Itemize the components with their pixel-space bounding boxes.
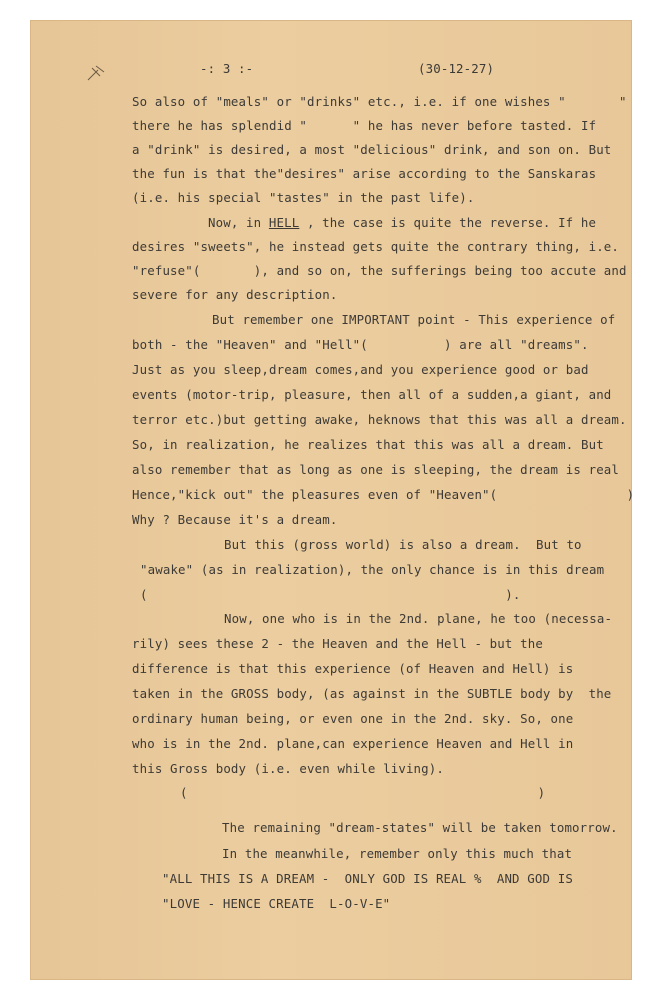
text-line: (i.e. his special "tastes" in the past life). [132,190,475,205]
text-line: ( ). [140,587,521,602]
text-line: "ALL THIS IS A DREAM - ONLY GOD IS REAL % AND GOD IS [162,871,573,886]
text-line: Hence,"kick out" the pleasures even of "Heaven"( ) [132,487,635,502]
text-line: difference is that this experience (of Heaven and Hell) is [132,661,574,676]
text-line: events (motor-trip, pleasure, then all of a sudden,a giant, and [132,387,612,402]
text-line: ordinary human being, or even one in the 2nd. sky. So, one [132,711,574,726]
text-line: also remember that as long as one is sleeping, the dream is real [132,462,620,477]
text-line: "LOVE - HENCE CREATE L-O-V-E" [162,896,391,911]
text-line: terror etc.)but getting awake, heknows that this was all a dream. [132,412,627,427]
page-number: -: 3 :- [200,61,254,76]
text-line: both - the "Heaven" and "Hell"( ) are all "dreams". [132,337,589,352]
typed-page [30,20,635,980]
text-line: this Gross body (i.e. even while living). [132,761,445,776]
text-line: Just as you sleep,dream comes,and you experience good or bad [132,362,589,377]
pencil-mark [86,64,108,82]
text-line: there he has splendid " " he has never before tasted. If [132,118,597,133]
text-line: the fun is that the"desires" arise according to the Sanskaras [132,166,597,181]
text-line: desires "sweets", he instead gets quite the contrary thing, i.e. [132,239,620,254]
text-line: Now, one who is in the 2nd. plane, he too (necessa- [224,611,613,626]
text-line: taken in the GROSS body, (as against in the SUBTLE body by the [132,686,612,701]
text-line: "refuse"( ), and so on, the sufferings being too accute and [132,263,627,278]
text-line: The remaining "dream-states" will be taken tomorrow. [222,820,618,835]
text-line: ( ) [180,785,546,800]
text-line: So also of "meals" or "drinks" etc., i.e. if one wishes " " [132,94,627,109]
text-line [208,216,596,230]
text-line: who is in the 2nd. plane,can experience Heaven and Hell in [132,736,574,751]
text-line: Why ? Because it's a dream. [132,512,338,527]
text-line: But this (gross world) is also a dream. But to [224,537,582,552]
text-segment: , the case is quite the reverse. If he [299,215,597,230]
text-line: "awake" (as in realization), the only chance is in this dream [140,562,605,577]
hell-underlined: HELL [268,215,300,230]
text-line: But remember one IMPORTANT point - This experience of [212,312,616,327]
text-line: So, in realization, he realizes that this was all a dream. But [132,437,604,452]
text-line: rily) sees these 2 - the Heaven and the Hell - but the [132,636,543,651]
text-segment: Now, in [208,215,269,230]
date-label: (30-12-27) [418,61,495,76]
text-line: a "drink" is desired, a most "delicious" drink, and son on. But [132,142,612,157]
text-line: severe for any description. [132,287,338,302]
text-line: In the meanwhile, remember only this much that [222,846,573,861]
